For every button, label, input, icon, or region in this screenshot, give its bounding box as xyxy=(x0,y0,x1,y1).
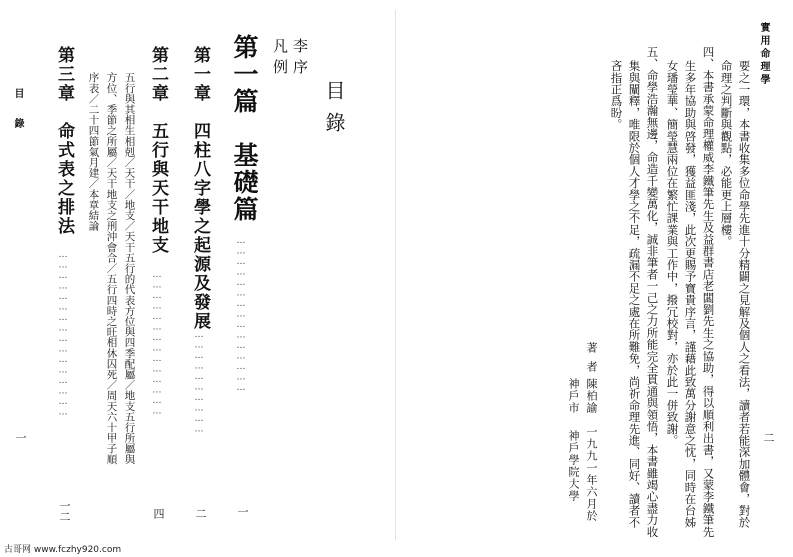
signature-author-name: 陳柏諭 xyxy=(585,378,598,414)
toc-side-page-number: 一 xyxy=(14,432,27,443)
preface-line-2: 命理之判斷與觀點，必能更上層樓。 xyxy=(719,60,734,248)
toc-page-chapter-3: 一二 xyxy=(58,500,71,522)
toc-leader-chapter-1: ………………………… xyxy=(194,330,204,435)
toc-page-chapter-2: 四 xyxy=(152,508,165,519)
signature-place-city: 神戶市 xyxy=(567,378,580,414)
toc-subtopics-line-3: 序表／二十四節氣月建／本章結論 xyxy=(87,72,100,231)
toc-entry-chapter-1[interactable]: 第一章 四柱八字學之起源及發展 xyxy=(190,46,210,331)
toc-entry-chapter-2[interactable]: 第二章 五行與天干地支 xyxy=(148,46,168,255)
toc-page-part-1: 一 xyxy=(236,506,249,517)
toc-leader-chapter-2: …………………………………… xyxy=(152,270,162,417)
toc-title: 目錄 xyxy=(322,80,346,144)
signature-place-school: 神戶學院大學 xyxy=(567,430,580,502)
toc-subtopics-line-1: 五行與其相生相剋／天干／地支／天干五行的代表方位與四季配屬／地支五行所屬與 xyxy=(123,72,136,465)
signature-date: 一九九一年六月於 xyxy=(585,426,598,522)
toc-entry-chapter-3[interactable]: 第三章 命式表之排法 xyxy=(54,46,74,236)
toc-page xyxy=(0,0,396,557)
preface-line-5: 女璠瑩華、簡瑩慧兩位在繁忙課業與工作中，撥冗校對，亦於此一併致謝。 xyxy=(665,60,680,447)
toc-page-chapter-1: 二 xyxy=(194,508,207,519)
running-header: 實用命理學 xyxy=(758,22,769,87)
toc-side-label: 目錄 xyxy=(12,88,23,148)
preface-line-8: 吝指正爲盼。 xyxy=(609,60,624,131)
toc-leader-chapter-3: ………………………………………… xyxy=(58,250,68,418)
preface-line-3: 四、本書承蒙命理權威李鐵筆先生及益群書店老闆劉先生之協助，得以順利出書，又蒙李鐵筆先 xyxy=(701,46,716,538)
preface-line-4: 生多年協助與啓發，獲益匪淺，此次更賜予寶貴序言，謹藉此致萬分謝意之忱，同時在台姊 xyxy=(683,60,698,528)
toc-front-matter-2[interactable]: 凡例 xyxy=(271,38,289,80)
preface-line-6: 五、命學浩瀚無邊，命造千變萬化，誠非筆者一己之力所能完全貫通與領悟，本書雖竭心盡力收 xyxy=(645,46,660,538)
preface-line-1: 要之一環，本書收集多位命學先進十分精闢之見解及個人之看法，讀者若能深加體會，對於 xyxy=(737,60,752,528)
toc-entry-part-1[interactable]: 第一篇 基礎篇 xyxy=(230,34,259,223)
toc-leader-part-1: ……………………………………… xyxy=(236,236,246,394)
footer-site-watermark: 古哥网 www.fczhy920.com xyxy=(4,545,122,555)
toc-subtopics-line-2: 方位、季節之所屬／天干地支之刑沖會合／五行四時之旺相休囚死／周天六十甲子順 xyxy=(105,72,118,465)
toc-front-matter-1[interactable]: 李序 xyxy=(291,38,309,80)
right-page-number: 二 xyxy=(762,432,775,443)
preface-line-7: 集與闡釋，唯限於個人才學之不足，疏漏不足之處在所難免，尚祈命理先進、同好、讀者不 xyxy=(627,60,642,528)
signature-author-label: 著者 xyxy=(585,342,598,380)
preface-page xyxy=(396,0,793,557)
